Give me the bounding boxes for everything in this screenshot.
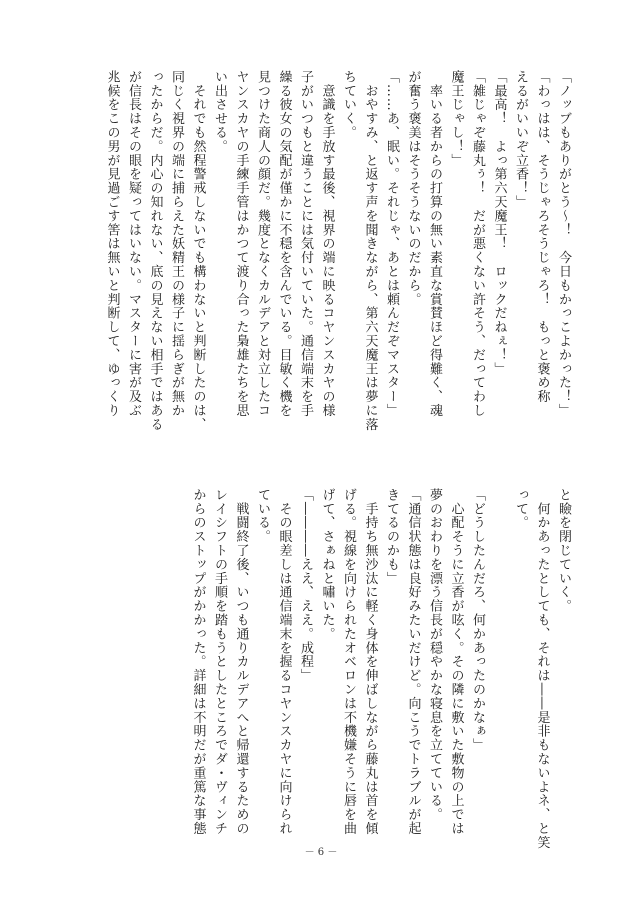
- text-line: ったからだ。内心の知れない、底の見えない相手ではある: [147, 70, 163, 432]
- text-line: 見つけた商人の顔だ。幾度となくカルデアと対立したコ: [255, 70, 270, 418]
- text-line: 何かあったとしても、それは――是非もないよネ、と笑: [534, 488, 550, 850]
- text-line: それでも然程警戒しないでも構わないと判断したのは、: [190, 70, 206, 432]
- text-line: 「雑じゃぞ藤丸ぅ！ だが悪くない許そう、だってわし: [470, 70, 485, 418]
- text-line: レイシフトの手順を踏もうとしたところでダ・ヴィンチ: [212, 488, 227, 836]
- text-line: 心配そうに立香が呟く。その隣に敷いた敷物の上では: [448, 488, 464, 836]
- text-line: ている。: [255, 488, 270, 544]
- text-line: 「どうしたんだろ、何かあったのかなぁ」: [470, 488, 485, 753]
- text-line: 兆候をこの男が見過ごす筈は無いと判断して、ゆっくり: [104, 70, 120, 418]
- text-line: 魔王じゃし！」: [448, 70, 464, 168]
- text-line: からのストップがかかった。詳細は不明だが重篤な事態: [190, 488, 206, 836]
- text-line: げる。視線を向けられたオベロンは不機嫌そうに唇を曲: [341, 488, 356, 836]
- text-line: 手持ち無沙汰に軽く身体を伸ばしながら藤丸は首を傾: [362, 488, 378, 836]
- upper-text-block: [101, 70, 574, 432]
- text-line: 「――――ええ、ええ。成程」: [298, 488, 313, 683]
- text-line: げて、さぁねと嘯いた。: [319, 488, 335, 641]
- text-line: ちていく。: [341, 70, 356, 140]
- text-line: が奮う褒美はそうそうないのだから。: [405, 70, 421, 307]
- text-line: 子がいつもと違うことには気付いていた。通信端末を手: [298, 70, 313, 418]
- text-line: 戦闘終了後、いつも通りカルデアへと帰還するための: [233, 488, 249, 836]
- text-line: その眼差しは通信端末を握るコヤンスカヤに向けられ: [276, 488, 292, 836]
- text-line: 夢のおわりを漂う信長が穏やかな寝息を立てている。: [427, 488, 442, 822]
- text-line: 意識を手放す最後、視界の端に映るコヤンスカヤの様: [319, 70, 335, 418]
- text-line: 「……あ、眠い。それじゃ、あとは頼んだぞマスター」: [384, 70, 399, 418]
- page-number: － 6 －: [304, 847, 338, 858]
- text-line: 繰る彼女の気配が僅かに不穏を含んでいる。目敏く機を: [276, 70, 292, 418]
- text-line: 「通信状態は良好みたいだけど。向こうでトラブルが起: [405, 488, 421, 836]
- text-line: 「最高！ よっ第六天魔王！ ロックだねぇ！」: [491, 70, 507, 376]
- text-line: 「ノッブもありがとう～！ 今日もかっこよかった！」: [556, 70, 571, 418]
- text-line: [488, 488, 510, 838]
- text-line: 「わっはは、そうじゃろそうじゃろ！ もっと褒め称: [534, 70, 550, 404]
- text-line: えるがいいぞ立香！」: [513, 70, 528, 209]
- text-line: 同じく視界の端に捕らえた妖精王の様子に揺らぎが無か: [169, 70, 184, 418]
- text-line: が信長はその眼を疑ってはいない。マスターに害が及ぶ: [126, 70, 141, 418]
- text-line: おやすみ、と返す声を聞きながら、第六天魔王は夢に落: [362, 70, 378, 432]
- text-line: って。: [513, 488, 528, 530]
- text-line: 率いる者からの打算の無い素直な賞賛ほど得難く、魂: [427, 70, 442, 418]
- text-line: い出させる。: [212, 70, 227, 154]
- lower-text-block: [187, 488, 574, 850]
- text-line: きてるのかも」: [384, 488, 399, 586]
- text-line: ヤンスカヤの手練手管はかつて渡り合った梟雄たちを思: [233, 70, 249, 418]
- text-line: と瞼を閉じていく。: [556, 488, 571, 614]
